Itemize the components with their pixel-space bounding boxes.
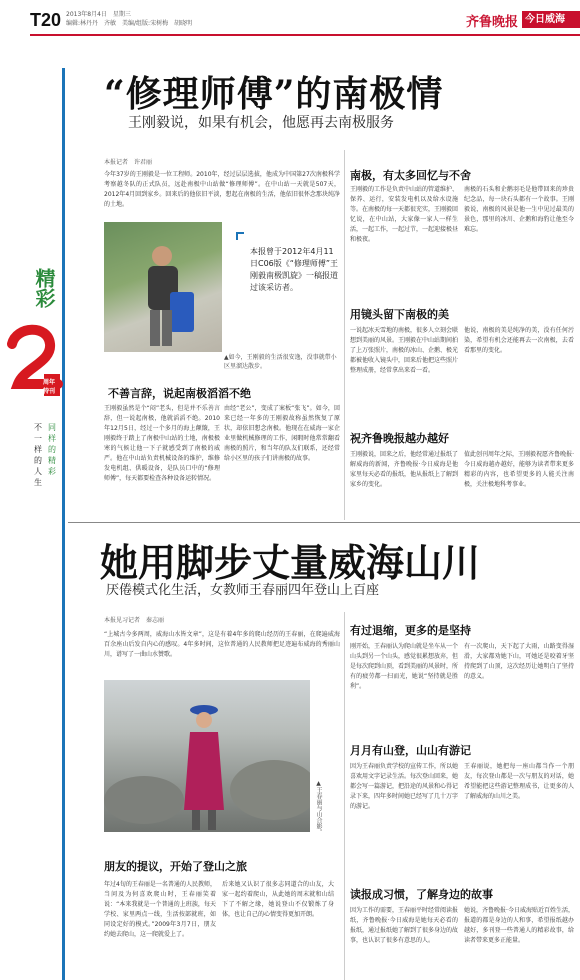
article2-sec1-col2: 后来她又认识了很多志同道合的山友，大家一起约着爬山，从此她的周末就和山结下了不解之缘，她说登山不仅锻炼了身体，也让自己的心情变得更加开朗。	[222, 881, 334, 918]
badge-line-1: 周年	[43, 379, 56, 386]
article1-sec4-col2: 值此创刊周年之际，王刚毅祝愿齐鲁晚报·今日威海越办越好，能够为读者带来更多精彩的内容，也希望更多的人能关注南极，关注极地科考事业。	[464, 451, 574, 488]
issue-date: 2013年8月4日 星期三	[66, 11, 131, 18]
anniversary-logo	[6, 322, 66, 404]
article1-sec1-title: 不善言辞，说起南极滔滔不绝	[108, 387, 251, 400]
sidebar-rule	[62, 68, 65, 980]
article2-sec3-title: 月月有山登，山山有游记	[350, 744, 471, 757]
article1-sec3-col2: 他说，南极的美是纯净的美，没有任何污染，希望有机会还能再去一次南极，去看看那里的变化。	[464, 327, 574, 354]
article1-sec3-title: 用镜头留下南极的美	[350, 308, 449, 321]
article2-sec2-col1: 刚开始，王春丽认为爬山就是坐车从一个山头到另一个山头，感觉很累想放弃，但是每次爬到山顶，看到美丽的风景时，所有的疲劳都一扫而光，她说“坚持就是胜利”。	[350, 643, 458, 690]
article2-byline: 本报见习记者 秦志丽	[104, 617, 165, 624]
article1-headline: “修理师傅”的南极情	[104, 73, 444, 115]
article1-sec4-col1: 王刚毅说，回来之后，他经常通过报纸了解威海的新闻，齐鲁晚报·今日威海是他家里每天必看的报纸，他从报纸上了解到家乡的变化。	[350, 451, 458, 488]
article1-photo	[104, 222, 222, 352]
quote-bracket	[236, 232, 244, 240]
article2-sec4-col1: 因为工作的需要，王春丽平时经常阅读报纸，齐鲁晚报·今日威海是她每天必看的报纸，通过报纸她了解到了很多身边的故事，也认识了很多有意思的人。	[350, 907, 458, 944]
article2-sec3-col2: 王春丽说，她把每一座山都当作一个朋友，每次登山都是一次与朋友的对话，她希望能把这些游记整理成书，让更多的人了解威海的山川之美。	[464, 763, 574, 800]
article2-sec2-title: 有过退缩，更多的是坚持	[350, 624, 471, 637]
sidebar-title: 精彩	[32, 268, 56, 308]
section-tag: 今日威海	[522, 11, 580, 28]
article1-lead: 今年37岁的王刚毅是一位工程师。2010年，经过层层选拔，他成为中国第27次南极科学考察越冬队的正式队员，远赴南极中山站做“修理师傅”。在中山站一天就是507天，2012年4月回到家乡。回来后的他依旧平淡，想起在南极的生活，他依旧很怀念那块纯净的土地。	[104, 171, 340, 208]
article1-sec2-col2: 南极的石头和企鹅羽毛是他带回来的珍贵纪念品，每一块石头都有一个故事。王刚毅说，南极的风景是他一生中见过最美的景色，那里的冰川、企鹅和海豹让他至今难忘。	[464, 186, 574, 233]
article2-sec2-col2: 有一次爬山，天下起了大雨，山路变得湿滑，大家都劝她下山，可她还是咬着牙坚持爬到了山顶，这次经历让她明白了坚持的意义。	[464, 643, 574, 680]
article-divider	[68, 522, 580, 523]
article2-sec1-title: 朋友的提议，开始了登山之旅	[104, 860, 247, 873]
article2-column-divider	[344, 612, 345, 980]
article2-headline: 她用脚步丈量威海山川	[100, 540, 481, 585]
article2-sec4-title: 读报成习惯，了解身边的故事	[350, 888, 493, 901]
badge-line-2: 特刊	[43, 388, 56, 395]
article2-sec4-col2: 她说，齐鲁晚报·今日威海贴近百姓生活，报道的都是身边的人和事，希望报纸越办越好，多刊登一些普通人的精彩故事，给读者带来更多正能量。	[464, 907, 574, 944]
sidebar-slogan-1: 不一样的人生	[34, 423, 42, 487]
article1-photo-caption: ▲如今，王刚毅的生活很安逸，没事就带小区里溜达散步。	[224, 354, 337, 370]
article1-subhead: 王刚毅说，如果有机会，他愿再去南极服务	[128, 115, 394, 131]
article1-sec4-title: 祝齐鲁晚报越办越好	[350, 432, 449, 445]
editor-credits: 编辑:林丹丹 齐敏 美编/组版:宋树梅 胡晓明	[66, 20, 193, 27]
header-rule	[30, 34, 580, 36]
article2-photo-caption: ▲王春丽与山合影。	[315, 780, 322, 835]
article1-column-divider	[344, 150, 345, 520]
article1-sec3-col1: 一说起冰天雪地的南极，很多人立刻会联想到美丽的风景。王刚毅在中山站期间拍了上万张照片，南极的冰山、企鹅、极光都被他收入镜头中，回来后他把这些照片整理成册，经常拿出来看一看。	[350, 327, 458, 374]
article1-quote: 本报曾于2012年4月11日C06版《“修理师傅”王刚毅南极凯旋》一稿报道过该采访者。	[250, 247, 339, 292]
article2-lead: “上城古今多两周，威海山水皆文章”，这是有着4年多的爬山经历的王春丽，在爬遍威海百余座山后发自内心的感叹。4年多时间，这位普通的人民教师把足迹遍布威海的秀丽山川，谱写了一曲山水赞歌。	[104, 631, 340, 658]
article2-subhead: 厌倦模式化生活，女教师王春丽四年登山上百座	[106, 583, 380, 598]
article1-byline: 本报记者 许君丽	[104, 159, 153, 166]
article2-sec3-col1: 因为王春丽负责学校的宣传工作，所以她喜欢用文字记录生活。每次登山回来，她都会写一篇游记，把沿途的风景和心得记录下来，四年多时间她已经写了几十万字的游记。	[350, 763, 458, 810]
page-number: T20	[30, 10, 62, 30]
article2-photo	[104, 680, 310, 832]
article1-sec2-title: 南极，有太多回忆与不舍	[350, 169, 471, 182]
article1-sec2-col1: 王刚毅的工作是负责中山站的管道维护、保养、运行，安装发电机以及给水设施等。在南极的每一天都很充实，王刚毅回忆说，在中山站，大家像一家人一样生活，一起工作，一起过节，一起迎接极昼和极夜。	[350, 186, 458, 243]
article1-sec1-col1: 王刚毅虽然是个“闷”老头，但是并不乐善言辞，但一说起南极，他就滔滔不绝。2010年12月5日，经过一个多月的海上颠簸，王刚毅终于踏上了南极中山站的土地，南极极寒的气候让他一下子就感受到了南极的威严。他在中山站负责机械设备的维护，维修发电机组、供暖设备，是队员口中的“修理师傅”，每天都要检查各种设备运转情况。	[104, 405, 220, 482]
article2-sec1-col1: 年过4旬的王春丽是一名普通的人民教师，当问及为何喜欢爬山时，王春丽笑着说：“本来我就是一个普通的上班族，每天学校、家里两点一线，生活按部就班，如同设定好的模式。”2009年3月7日，朋友约她去爬山，这一爬就爱上了。	[104, 881, 216, 938]
article1-sec1-col2: 由经“老公”，变成了案板“张飞”。如今，回来已经一年多的王刚毅故称虽然恢复了原状，却依旧想念南极。他现在在威海一家企业里做机械修理的工作，闲暇时他常常翻看南极的照片，和当年的队友们联系，还经常给小区里的孩子们讲南极的故事。	[224, 405, 340, 462]
sidebar-slogan-2: 同样的精彩	[48, 423, 56, 476]
paper-name: 齐鲁晚报	[465, 15, 518, 30]
